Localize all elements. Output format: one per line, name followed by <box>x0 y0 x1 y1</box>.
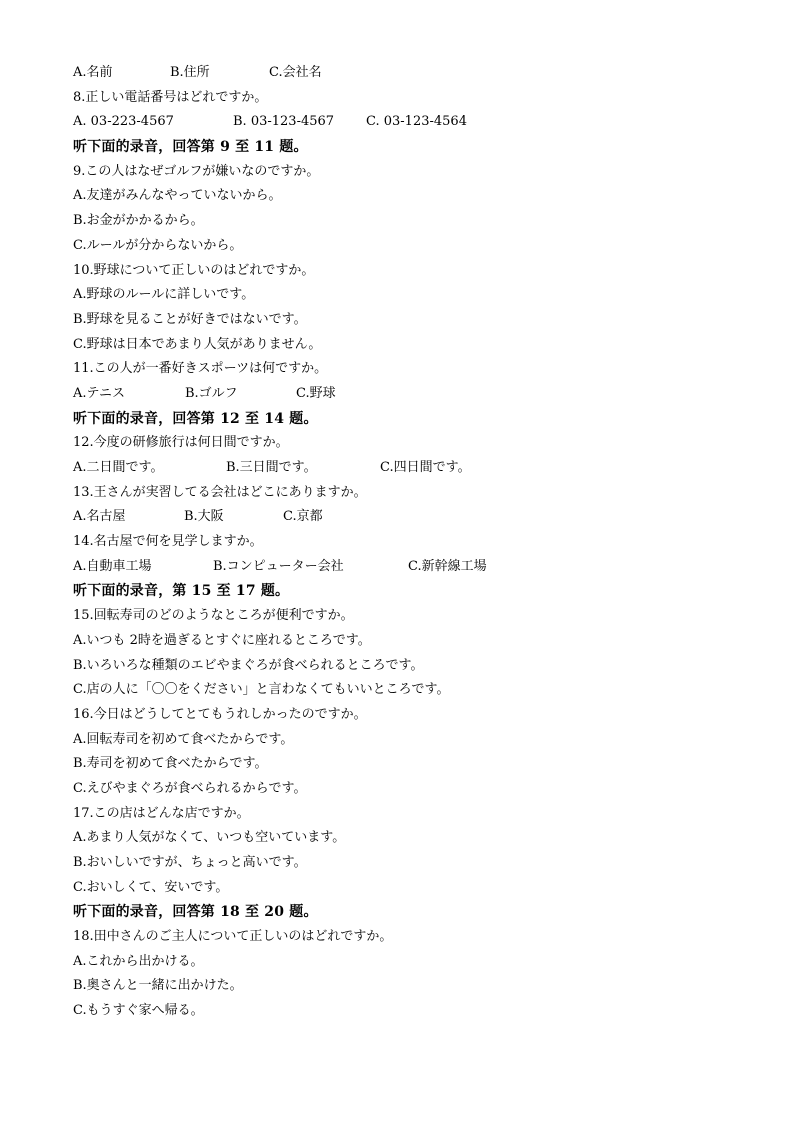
q18-question: 18.田中さんのご主人について正しいのはどれですか。 <box>73 929 393 945</box>
q10-option-c: C.野球は日本であまり人気がありません。 <box>73 336 322 352</box>
q8-option-c: C. 03-123-4564 <box>366 114 467 130</box>
q16-option-a: A.回転寿司を初めて食べたからです。 <box>73 731 294 747</box>
q11-option-c: C.野球 <box>296 385 336 401</box>
q8-options-row <box>73 110 763 135</box>
q16-option-c: C.えびやまぐろが食べられるからです。 <box>73 780 307 796</box>
q7-option-b: B.住所 <box>170 65 210 80</box>
q14-option-a: A.自動車工場 <box>73 558 152 574</box>
section-heading-18-20: 听下面的录音，回答第 18 至 20 题。 <box>73 904 318 921</box>
q14-question: 14.名古屋で何を見学しますか。 <box>73 534 263 550</box>
q16-option-b: B.寿司を初めて食べたからです。 <box>73 756 268 772</box>
q9-option-c: C.ルールが分からないから。 <box>73 237 243 253</box>
q12-option-b: B.三日間です。 <box>226 460 317 475</box>
q11-question: 11.この人が一番好きスポーツは何ですか。 <box>73 361 328 377</box>
q13-options-row <box>73 505 763 530</box>
q15-question: 15.回転寿司のどのようなところが便利ですか。 <box>73 608 354 624</box>
q13-option-b: B.大阪 <box>184 509 224 525</box>
q7-option-c: C.会社名 <box>269 65 322 80</box>
q16-question: 16.今日はどうしてとてもうれしかったのですか。 <box>73 706 367 722</box>
q14-option-b: B.コンピューター会社 <box>213 558 344 574</box>
q11-option-b: B.ゴルフ <box>185 385 238 401</box>
q18-option-a: A.これから出かける。 <box>73 953 204 969</box>
q15-option-b: B.いろいろな種類のエビやまぐろが食べられるところです。 <box>73 657 424 673</box>
q10-question: 10.野球について正しいのはどれですか。 <box>73 262 315 278</box>
q15-option-c: C.店の人に「〇〇をください」と言わなくてもいいところです。 <box>73 682 450 698</box>
q10-option-a: A.野球のルールに詳しいです。 <box>73 287 255 303</box>
q7-option-a: A.名前 <box>73 65 113 80</box>
q13-option-c: C.京都 <box>283 509 323 525</box>
q12-option-c: C.四日間です。 <box>380 460 471 475</box>
q12-option-a: A.二日間です。 <box>73 460 164 475</box>
exam-page <box>73 61 763 1024</box>
q8-question: 8.正しい電話番号はどれですか。 <box>73 89 268 105</box>
q14-option-c: C.新幹線工場 <box>408 558 487 574</box>
section-heading-9-11: 听下面的录音，回答第 9 至 11 题。 <box>73 139 308 156</box>
q13-question: 13.王さんが実習してる会社はどこにありますか。 <box>73 484 367 500</box>
q17-option-b: B.おいしいですが、ちょっと高いです。 <box>73 855 307 870</box>
q11-options-row <box>73 382 763 407</box>
q13-option-a: A.名古屋 <box>73 509 126 525</box>
q12-options-row <box>73 456 763 481</box>
section-heading-15-17: 听下面的录音，第 15 至 17 题。 <box>73 583 290 600</box>
q18-option-b: B.奥さんと一緒に出かけた。 <box>73 978 243 994</box>
q14-options-row <box>73 555 763 580</box>
q18-option-c: C.もうすぐ家へ帰る。 <box>73 1003 204 1019</box>
q11-option-a: A.テニス <box>73 385 126 401</box>
q15-option-a: A.いつも 2時を過ぎるとすぐに座れるところです。 <box>73 632 371 648</box>
q9-option-b: B.お金がかかるから。 <box>73 213 204 229</box>
q9-question: 9.この人はなぜゴルフが嫌いなのですか。 <box>73 163 320 179</box>
section-heading-12-14: 听下面的录音，回答第 12 至 14 题。 <box>73 410 318 427</box>
q12-question: 12.今度の研修旅行は何日間ですか。 <box>73 435 289 451</box>
q17-option-a: A.あまり人気がなくて、いつも空いています。 <box>73 830 346 846</box>
q7-options-row <box>73 61 763 86</box>
q10-option-b: B.野球を見ることが好きではないです。 <box>73 311 307 327</box>
q17-question: 17.この店はどんな店ですか。 <box>73 805 250 821</box>
q17-option-c: C.おいしくて、安いです。 <box>73 879 229 895</box>
q9-option-a: A.友達がみんなやっていないから。 <box>73 188 282 204</box>
q8-option-b: B. 03-123-4567 <box>233 114 335 130</box>
q8-option-a: A. 03-223-4567 <box>73 114 174 130</box>
